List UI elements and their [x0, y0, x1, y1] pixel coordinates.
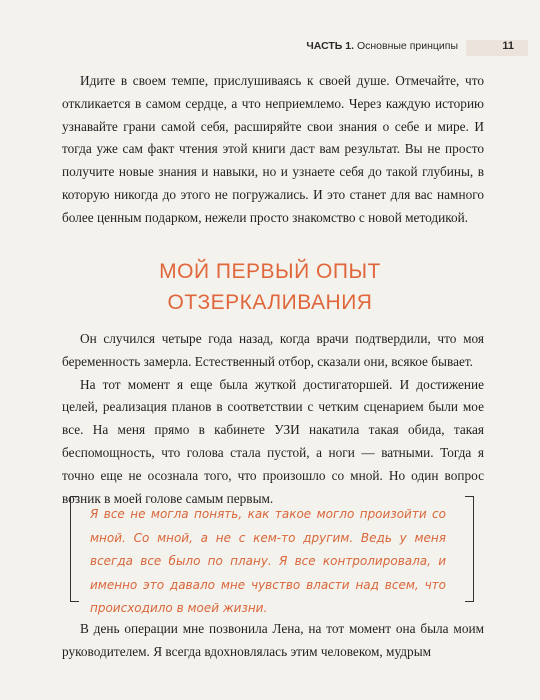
section-heading-line1: МОЙ ПЕРВЫЙ ОПЫТ — [159, 260, 381, 283]
pull-quote — [70, 496, 474, 616]
closing-paragraph: В день операции мне позвонила Лена, на тот момент она была моим руководителем. Я всегда вдохновлялась этим человеком, мудрым — [62, 621, 484, 659]
story-paragraph-1: Он случился четыре года назад, когда врачи подтвердили, что моя беременность замерла. Естественный отбор, сказали они, всякое бывает. — [62, 331, 484, 369]
intro-paragraph: Идите в своем темпе, прислушиваясь к своей душе. Отмечайте, что откликается в самом сердце, а что неприемлемо. Через каждую историю узнавайте грани самой себя, расширяйте свои знания о себе и мире. И тогда уже сам факт чтения этой книги даст вам результат. Вы не просто получите новые знания и навыки, но и узнаете себя до такой глубины, в которую никогда до этого не погружались. И это станет для вас намного более ценным подарком, нежели просто знакомство с новой методикой. — [62, 73, 484, 225]
closing-text — [62, 618, 484, 664]
part-label: ЧАСТЬ 1. — [306, 40, 355, 52]
quote-bracket-right — [465, 496, 474, 602]
story-text — [62, 328, 484, 510]
intro-text — [62, 70, 484, 230]
quote-bracket-left — [70, 496, 79, 602]
page-header — [0, 40, 540, 54]
section-heading — [0, 256, 540, 318]
chapter-tab-marker — [466, 40, 528, 56]
section-title: Основные принципы — [356, 40, 458, 52]
section-heading-line2: ОТЗЕРКАЛИВАНИЯ — [167, 291, 373, 314]
story-paragraph-2: На тот момент я еще была жуткой достигаторшей. И достижение целей, реализация планов в соответствии с четким сценарием были мое все. На меня прямо в кабинете УЗИ накатила такая обида, такая беспомощность, что голова стала пустой, а ноги — ватными. Тогда я точно еще не осознала того, что произошло со мной. Но один вопрос возник в моей голове самым первым. — [62, 376, 484, 506]
running-head — [306, 40, 458, 52]
quote-text: Я все не могла понять, как такое могло произойти со мной. Со мной, а не с кем-то другим. Ведь у меня всегда все было по плану. Я все контролировала, и именно это давало мне чувство власти над всем, что происходило в моей жизни. — [90, 507, 446, 616]
page-number: 11 — [502, 40, 514, 52]
